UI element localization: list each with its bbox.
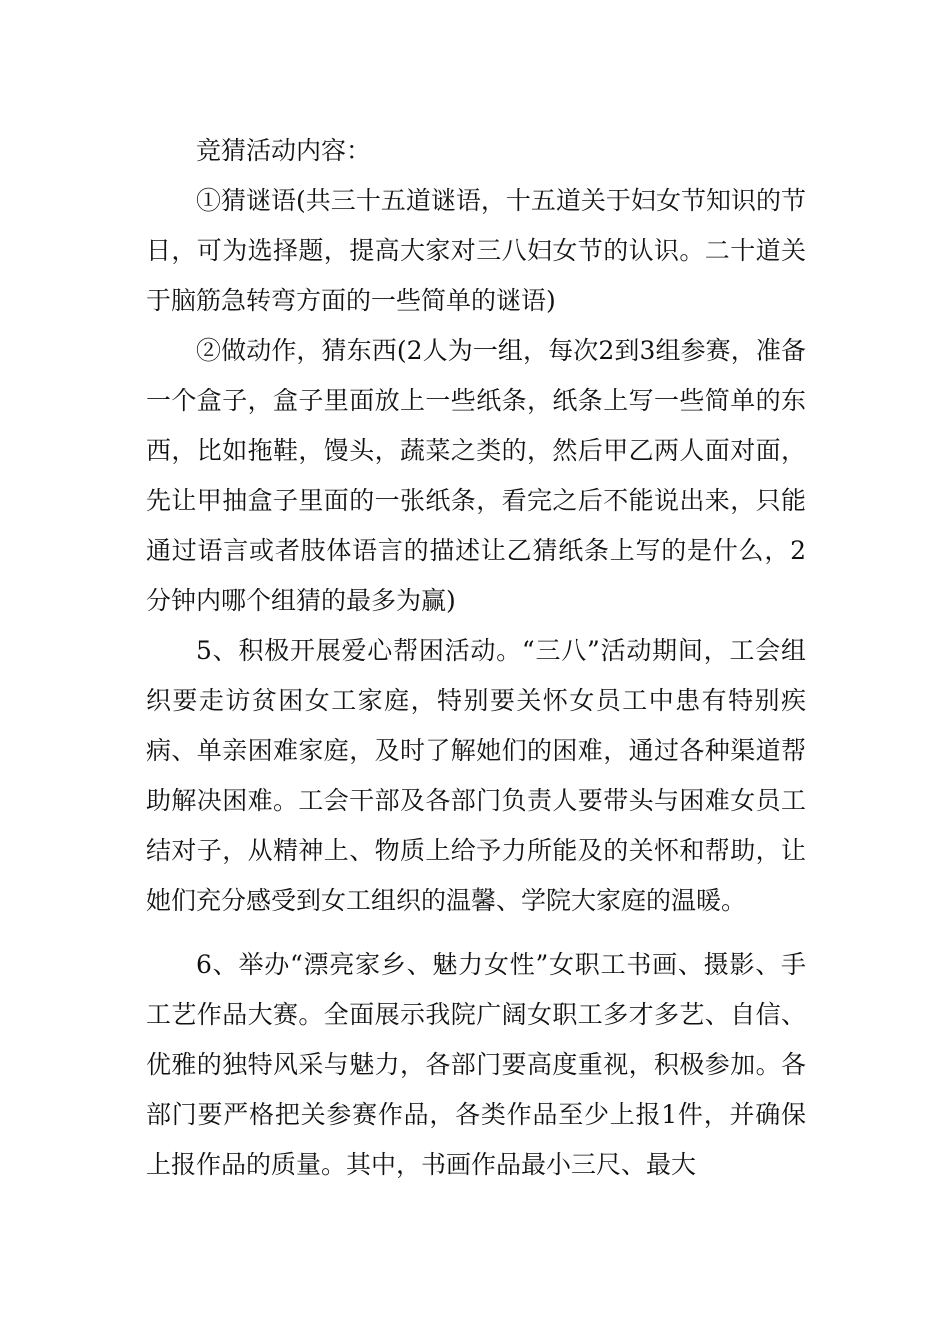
paragraph-spacer: [146, 926, 806, 940]
paragraph-contest-heading: 竞猜活动内容：: [196, 136, 372, 165]
paragraph-item-5: 5、积极开展爱心帮困活动。“三八”活动期间，工会组织要走访贫困女工家庭，特别要关怀女员工中患有特别疾病、单亲困难家庭，及时了解她们的困难，通过各种渠道帮助解决困难。工会干部及各部门负责人要带头与困难女员工结对子，从精神上、物质上给予力所能及的关怀和帮助，让她们充分感受到女工组织的温馨、学院大家庭的温暖。: [146, 636, 806, 915]
paragraph-riddles: ①猜谜语(共三十五道谜语，十五道关于妇女节知识的节日，可为选择题，提高大家对三八妇女节的认识。二十道关于脑筋急转弯方面的一些简单的谜语): [146, 186, 806, 315]
paragraph-charades: ②做动作，猜东西(2人为一组，每次2到3组参赛，准备一个盒子，盒子里面放上一些纸条，纸条上写一些简单的东西，比如拖鞋，馒头，蔬菜之类的，然后甲乙两人面对面，先让甲抽盒子里面的一张纸条，看完之后不能说出来，只能通过语言或者肢体语言的描述让乙猜纸条上写的是什么，2分钟内哪个组猜的最多为赢): [146, 336, 806, 615]
paragraph-item-6: 6、举办“漂亮家乡、魅力女性”女职工书画、摄影、手工艺作品大赛。全面展示我院广阔女职工多才多艺、自信、优雅的独特风采与魅力，各部门要高度重视，积极参加。各部门要严格把关参赛作品，各类作品至少上报1件，并确保上报作品的质量。其中，书画作品最小三尺、最大: [146, 950, 806, 1179]
document-body: [146, 126, 806, 1190]
